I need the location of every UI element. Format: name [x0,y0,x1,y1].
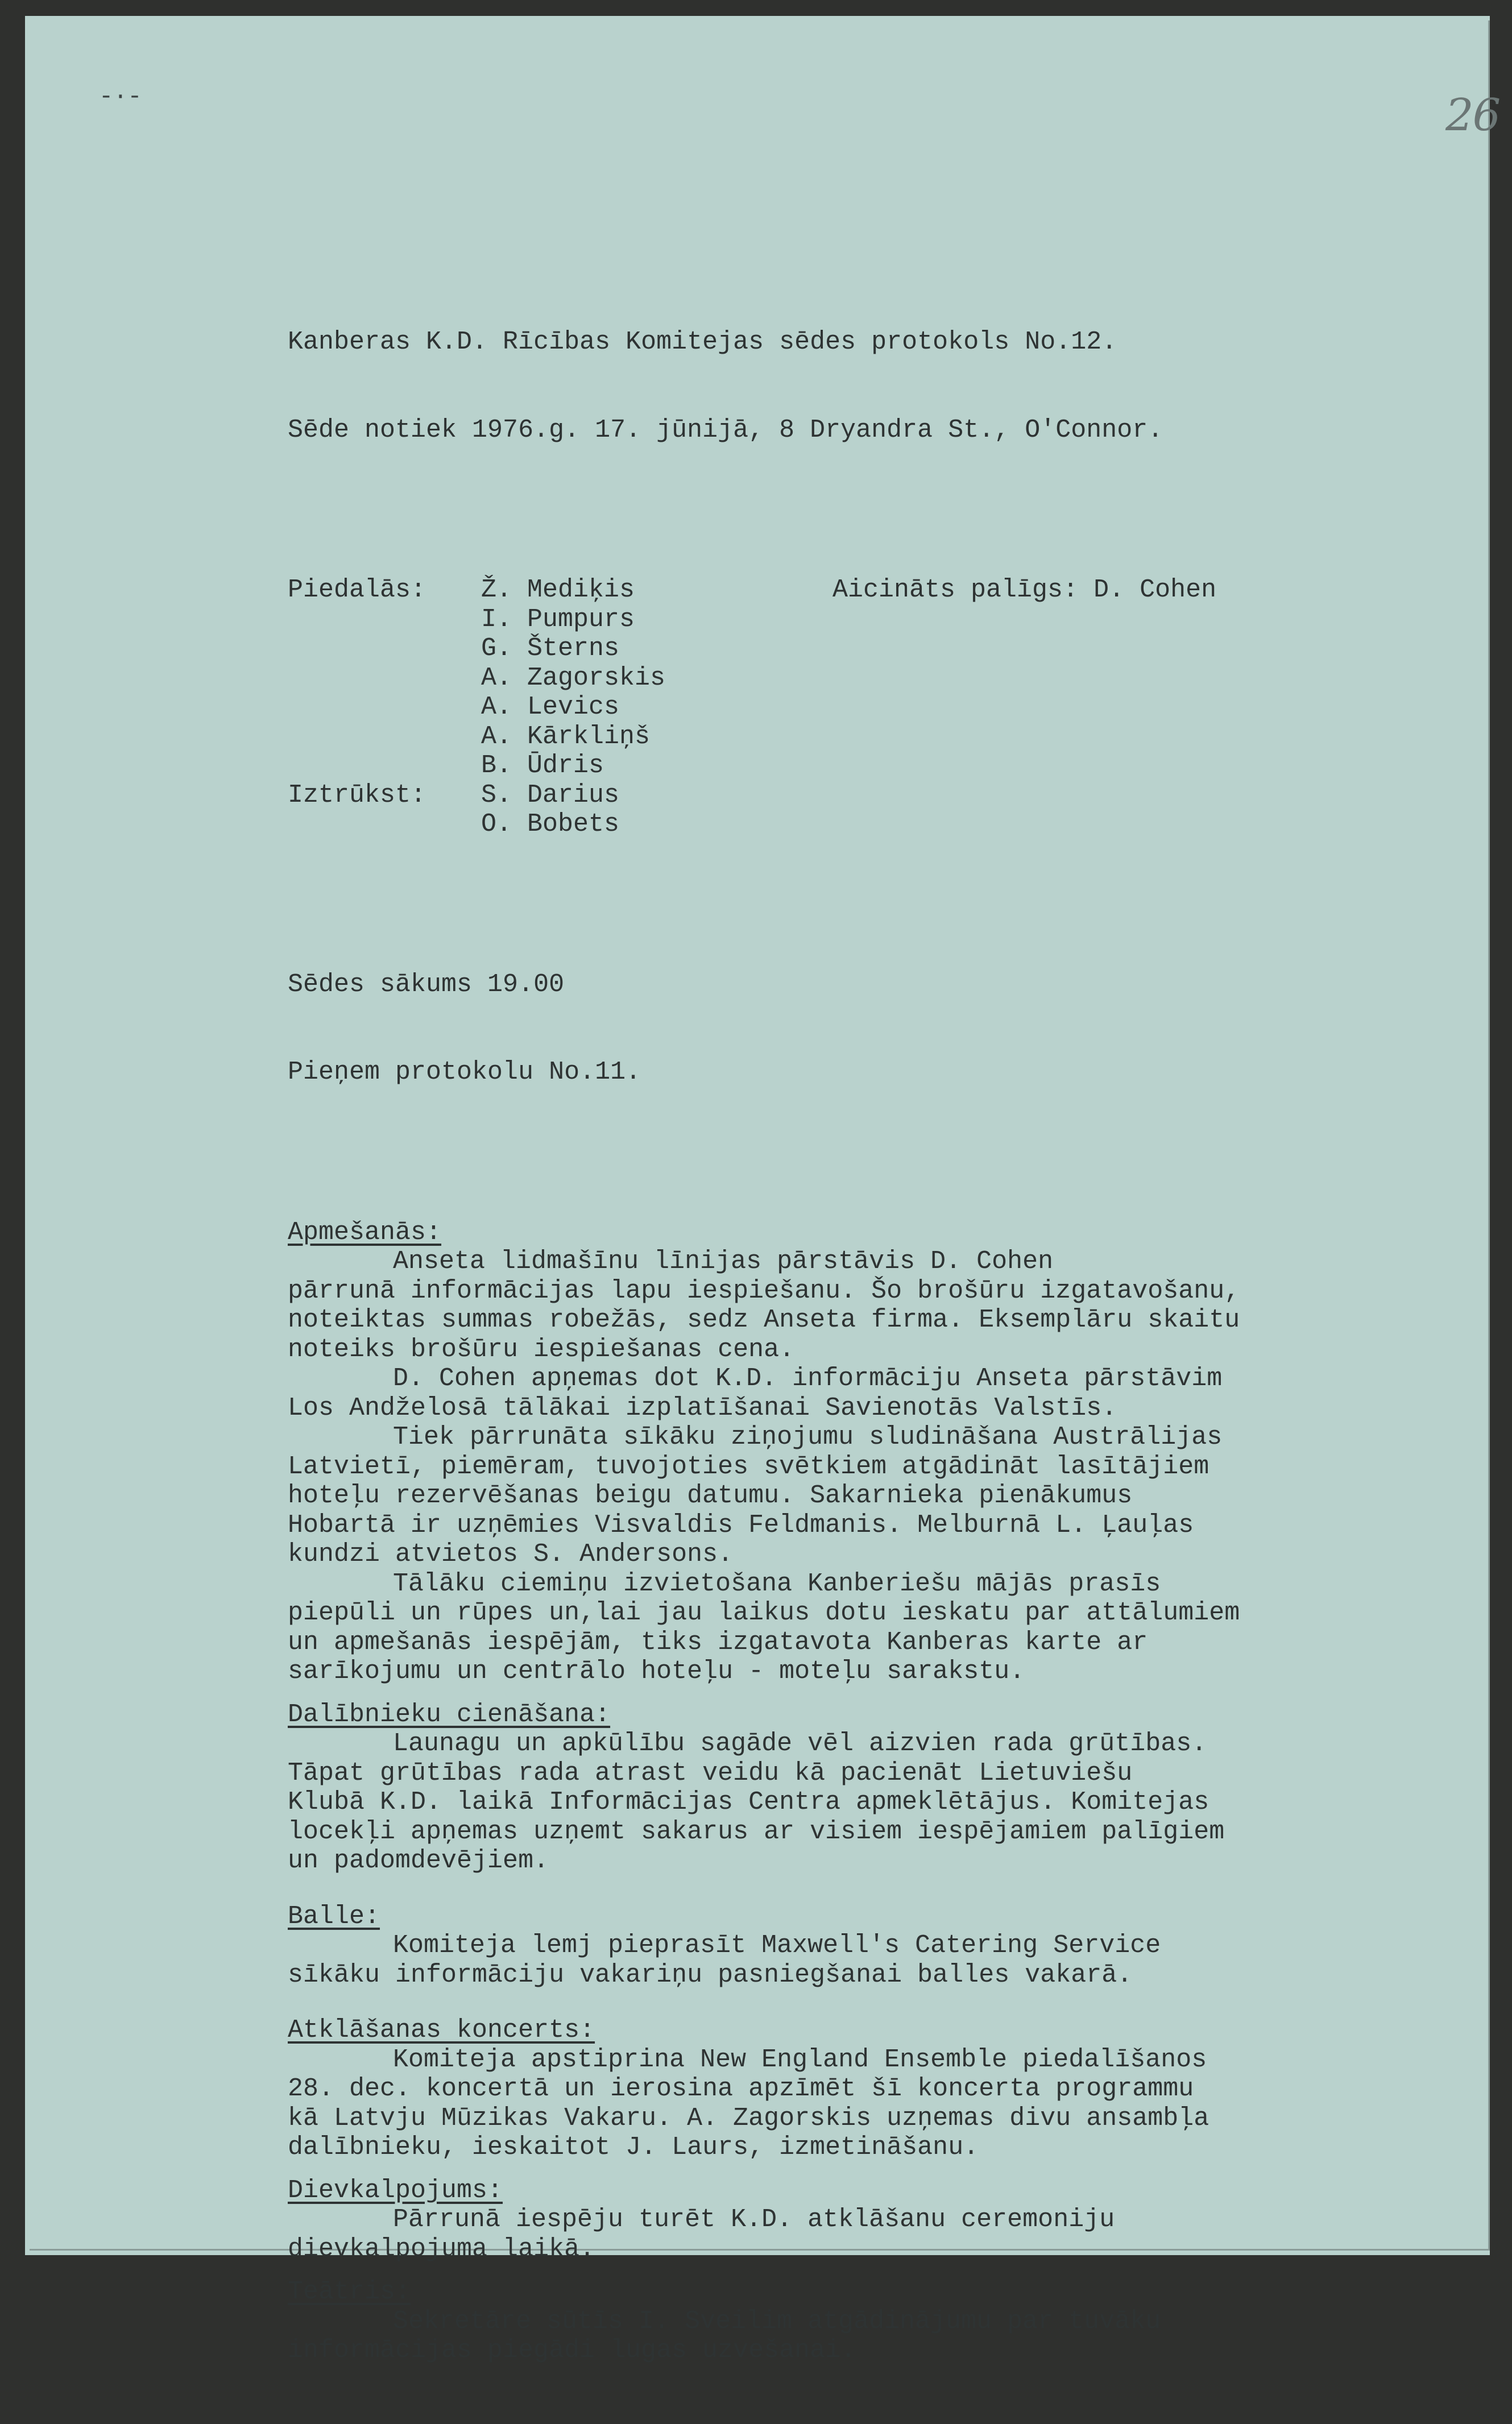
paragraph-line: locekļi apņemas uzņemt sakarus ar visiem iespējamiem palīgiem [288,1817,1225,1846]
attendance-row [288,693,1448,722]
present-member: B. Ūdris [481,751,604,780]
section-heading: Dalībnieku cienāšana: [288,1700,611,1729]
paragraph-line: Komiteja apstiprina New England Ensemble piedalīšanos [393,2045,1207,2074]
attendance-row [288,722,1448,752]
paragraph-line: noteiks brošūru iespiešanas cena. [288,1335,795,1364]
paragraph-line: piepūli un rūpes un,lai jau laikus dotu ieskatu par attālumiem [288,1598,1240,1627]
paragraph-line: Tiek pārrunāta sīkāku ziņojumu sludināšana Austrālijas [393,1423,1223,1452]
paragraph-line: 28. dec. koncertā un ierosina apzīmēt šī koncerta programmu [288,2074,1194,2103]
present-member: A. Kārkliņš [481,722,651,751]
present-member: G. Šterns [481,634,620,663]
paragraph-line: D. Cohen apņemas dot K.D. informāciju Anseta pārstāvim [393,1364,1223,1393]
section-gap [288,2162,1448,2176]
attendance-list [288,575,1448,839]
attendance-row [288,810,1448,839]
paragraph-line: Klubā K.D. laikā Informācijas Centra apmeklētājus. Komitejas [288,1788,1209,1817]
section-gap [288,1876,1448,1902]
present-member: A. Zagorskis [481,663,666,693]
attendance-row [288,664,1448,693]
absent-member: S. Darius [481,780,620,810]
present-member: I. Pumpurs [481,604,635,634]
absent-member: O. Bobets [481,810,620,839]
paragraph-line: Launagu un apkūlību sagāde vēl aizvien rada grūtības. [393,1729,1207,1758]
paragraph-line: kā Latvju Mūzikas Vakaru. A. Zagorskis uzņemas divu ansambļa [288,2103,1209,2133]
section-heading: Balle: [288,1901,380,1931]
document-title: Kanberas K.D. Rīcības Komitejas sēdes protokols No.12. [288,328,1117,357]
paragraph-line: Latvietī, piemēram, tuvojoties svētkiem atgādināt lasītājiem [288,1452,1209,1481]
paragraph-line: sīkāku informāciju vakariņu pasniegšanai balles vakarā. [288,1960,1133,1990]
present-member: A. Levics [481,693,620,722]
page-number: 26 [1445,90,1500,141]
paragraph-line: Tāpat grūtības rada atrast veidu kā pacienāt Lietuviešu [288,1758,1133,1788]
corner-mark: -·- [99,83,142,110]
meeting-place-date: Sēde notiek 1976.g. 17. jūnijā, 8 Dryandra St., O'Connor. [288,415,1163,445]
paragraph-line: Sekretāre sūtīs I. Sveilim atgādinājumu par tuvāku [393,2306,1161,2336]
present-member: Ž. Mediķis [481,575,635,604]
section-gap [288,1687,1448,1700]
previous-minutes-accepted: Pieņem protokolu No.11. [288,1058,641,1087]
paragraph-line: dalībnieku, ieskaitot J. Laurs, izmetināšanu. [288,2133,979,2162]
attendance-row [288,634,1448,664]
paragraph-line: dievkalpojuma laikā. [288,2234,595,2264]
meeting-start: Sēdes sākums 19.00 [288,969,565,999]
absent-label: Iztrūkst: [288,780,426,810]
paragraph-line: Anseta lidmašīnu līnijas pārstāvis D. Cohen [393,1247,1054,1276]
paragraph-line: Pārrunā iespēju turēt K.D. atklāšanu ceremoniju [393,2205,1115,2234]
attendance-row [288,575,1448,605]
section-gap [288,1990,1448,2016]
paragraph-line: Tālāku ciemiņu izvietošana Kanberiešu mājās prasīs [393,1569,1161,1598]
paragraph-line: Komiteja lemj pieprasīt Maxwell's Catering Service [393,1931,1161,1960]
paragraph-line: kundzi atvietos S. Andersons. [288,1540,734,1569]
invited-helper: Aicināts palīgs: D. Cohen [832,575,1217,604]
paragraph-line: informācijas piegādi lugas uzvešanai. [288,2336,856,2365]
paragraph-line: noteiktas summas robežās, sedz Anseta firma. Eksemplāru skaitu [288,1306,1240,1335]
section-heading: Dievkalpojums: [288,2176,503,2205]
paragraph-line: Hobartā ir uzņēmies Visvaldis Feldmanis. Melburnā L. Ļauļas [288,1510,1194,1540]
attendance-row [288,751,1448,781]
document-page [25,16,1500,2365]
protocol-text [288,269,1448,2424]
minutes-sections [288,1218,1448,2365]
section-heading: Atklāšanas koncerts: [288,2016,595,2045]
present-label: Piedalās: [288,575,426,604]
attendance-row [288,605,1448,635]
paragraph-line: un padomdevējiem. [288,1846,549,1875]
section-gap [288,2264,1448,2277]
section-heading: Apmešanās: [288,1217,442,1247]
paragraph-line: un apmešanās iespējām, tiks izgatavota Kanberas karte ar [288,1627,1148,1657]
paragraph-line: sarīkojumu un centrālo hoteļu - moteļu sarakstu. [288,1657,1025,1686]
paragraph-line: hoteļu rezervēšanas beigu datumu. Sakarnieka pienākumus [288,1481,1133,1510]
paragraph-line: pārrunā informācijas lapu iespiešanu. Šo brošūru izgatavošanu, [288,1276,1240,1306]
attendance-row [288,781,1448,810]
section-heading: Teātris: [288,2277,411,2306]
paragraph-line: Los Andželosā tālākai izplatīšanai Savienotās Valstīs. [288,1393,1117,1423]
